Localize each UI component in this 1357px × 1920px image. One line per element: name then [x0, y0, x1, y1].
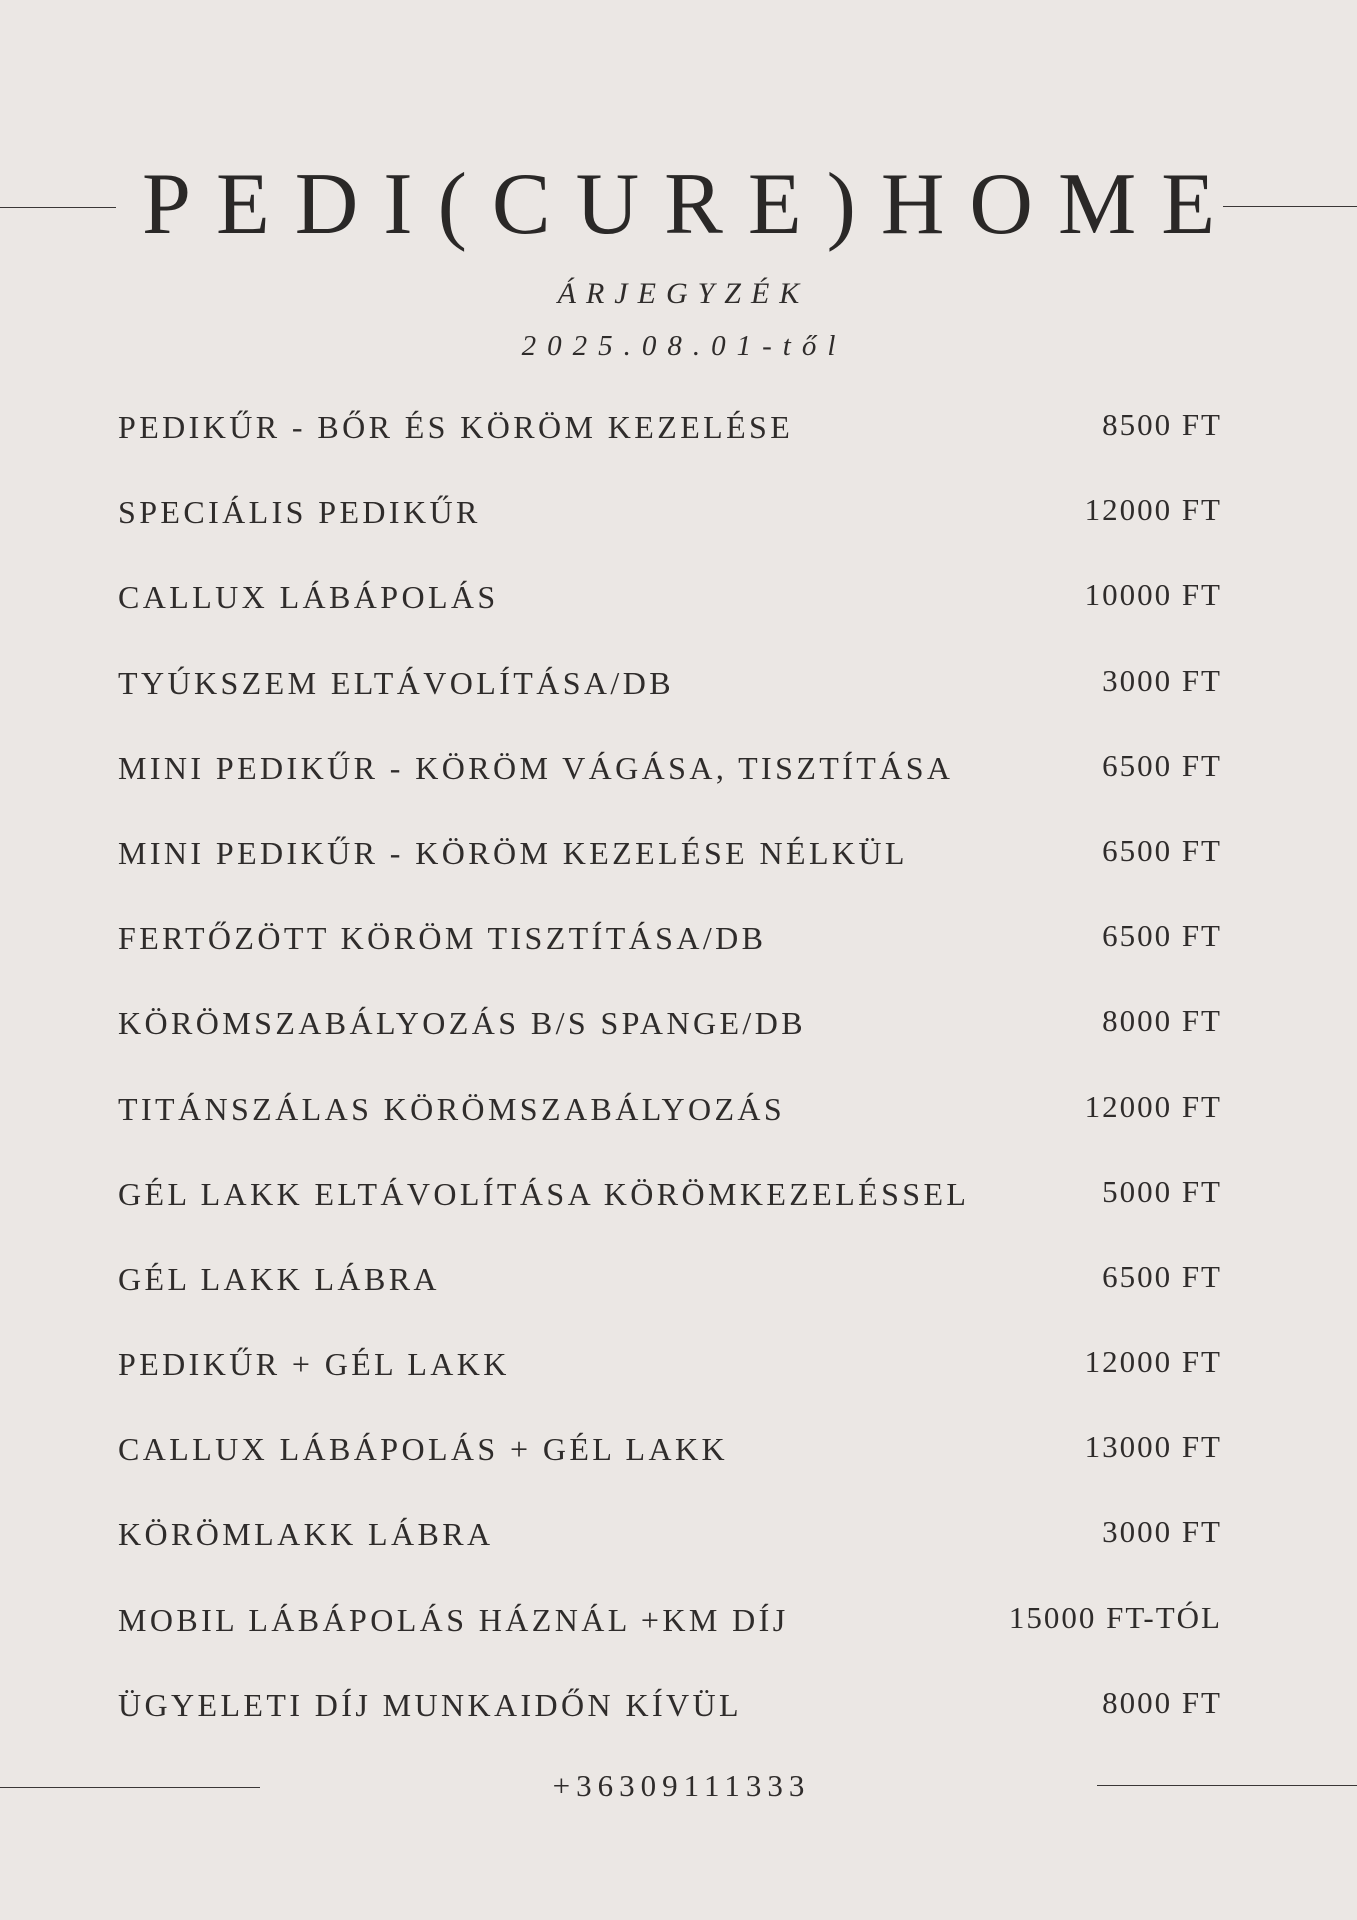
service-price: 3000 FT: [1102, 662, 1222, 698]
price-row: [118, 1512, 1222, 1597]
service-price: 3000 FT: [1102, 1514, 1222, 1550]
service-name: TYÚKSZEM ELTÁVOLÍTÁSA/DB: [118, 664, 674, 701]
service-price: 12000 FT: [1084, 492, 1222, 528]
service-name: MINI PEDIKŰR - KÖRÖM VÁGÁSA, TISZTÍTÁSA: [118, 749, 954, 786]
service-name: ÜGYELETI DÍJ MUNKAIDŐN KÍVÜL: [118, 1686, 742, 1723]
service-name: KÖRÖMSZABÁLYOZÁS B/S SPANGE/DB: [118, 1005, 806, 1042]
service-price: 5000 FT: [1102, 1173, 1222, 1209]
price-row: [118, 661, 1222, 746]
service-name: CALLUX LÁBÁPOLÁS: [118, 579, 499, 616]
service-price: 12000 FT: [1084, 1344, 1222, 1380]
service-price: 10000 FT: [1084, 577, 1222, 613]
service-name: GÉL LAKK LÁBRA: [118, 1260, 440, 1297]
service-price: 6500 FT: [1102, 1258, 1222, 1294]
price-row: [118, 1598, 1222, 1683]
service-name: MOBIL LÁBÁPOLÁS HÁZNÁL +KM DÍJ: [118, 1601, 789, 1638]
price-row: [118, 405, 1222, 490]
service-price: 6500 FT: [1102, 918, 1222, 954]
service-price: 6500 FT: [1102, 747, 1222, 783]
service-name: KÖRÖMLAKK LÁBRA: [118, 1516, 494, 1553]
price-row: [118, 1427, 1222, 1512]
service-price: 13000 FT: [1084, 1429, 1222, 1465]
service-name: FERTŐZÖTT KÖRÖM TISZTÍTÁSA/DB: [118, 920, 767, 957]
service-name: GÉL LAKK ELTÁVOLÍTÁSA KÖRÖMKEZELÉSSEL: [118, 1175, 970, 1212]
price-row: [118, 1257, 1222, 1342]
price-row: [118, 916, 1222, 1001]
price-row: [118, 1342, 1222, 1427]
service-price: 6500 FT: [1102, 832, 1222, 868]
service-name: TITÁNSZÁLAS KÖRÖMSZABÁLYOZÁS: [118, 1090, 786, 1127]
price-row: [118, 831, 1222, 916]
service-price: 8000 FT: [1102, 1003, 1222, 1039]
service-name: MINI PEDIKŰR - KÖRÖM KEZELÉSE NÉLKÜL: [118, 834, 908, 871]
service-name: PEDIKŰR - BŐR ÉS KÖRÖM KEZELÉSE: [118, 409, 794, 445]
service-name: SPECIÁLIS PEDIKŰR: [118, 494, 481, 531]
price-row: [118, 1087, 1222, 1172]
service-name: CALLUX LÁBÁPOLÁS + GÉL LAKK: [118, 1431, 728, 1468]
price-row: [118, 1001, 1222, 1086]
price-row: [118, 746, 1222, 831]
price-list-heading: ÁRJEGYZÉK: [557, 277, 810, 310]
price-row: [118, 1683, 1222, 1768]
service-price: 8000 FT: [1102, 1684, 1222, 1720]
service-price: 12000 FT: [1084, 1088, 1222, 1124]
phone-number: +36309111333: [552, 1768, 811, 1803]
service-price: 15000 FT-TÓL: [1008, 1599, 1222, 1635]
price-list: [118, 405, 1222, 1768]
service-name: PEDIKŰR + GÉL LAKK: [118, 1346, 510, 1383]
service-price: 8500 FT: [1102, 407, 1222, 442]
price-row: [118, 490, 1222, 575]
page-title: PEDI(CURE)HOME: [142, 156, 1240, 253]
price-row: [118, 575, 1222, 660]
price-row: [118, 1172, 1222, 1257]
valid-from-date: 2025.08.01-től: [521, 330, 847, 362]
